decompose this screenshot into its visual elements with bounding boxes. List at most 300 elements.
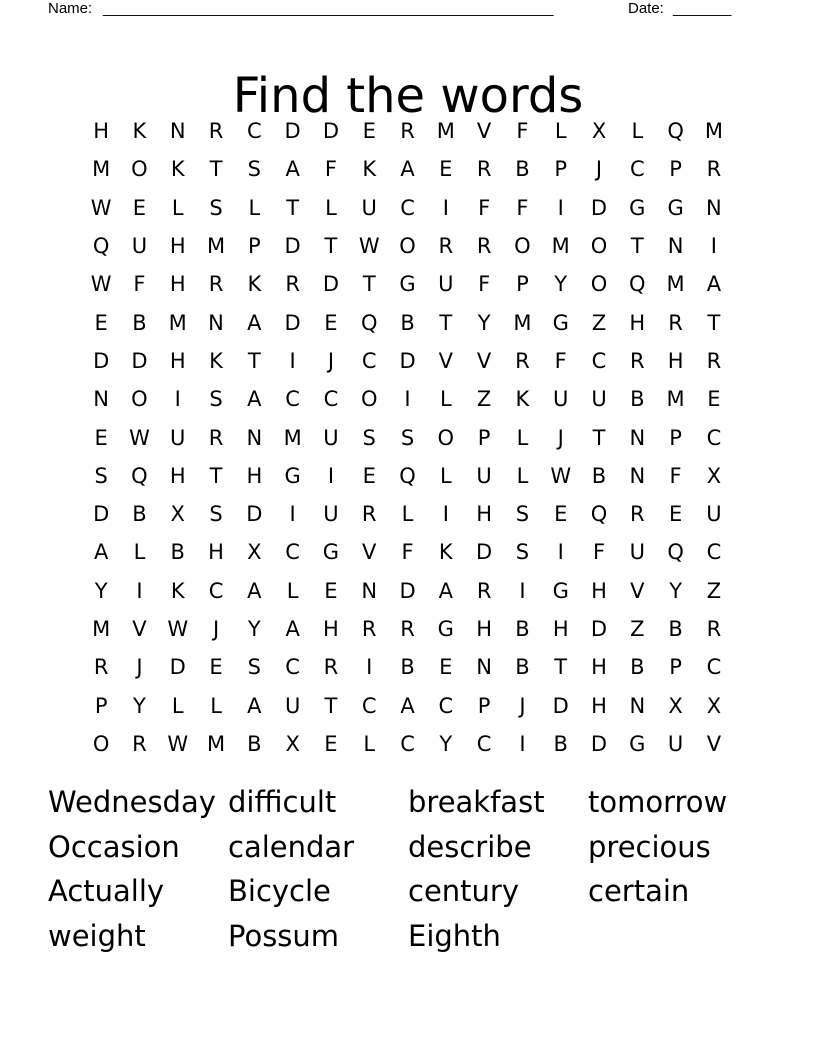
grid-cell: J (327, 348, 335, 373)
grid-cell: T (286, 195, 300, 220)
grid-cell: O (131, 157, 148, 182)
grid-cell: F (516, 195, 529, 220)
grid-cell: Z (630, 617, 645, 641)
grid-cell: H (591, 693, 607, 718)
grid-cell: C (591, 348, 607, 373)
grid-cell: D (322, 119, 340, 144)
grid-cell: B (400, 310, 415, 335)
grid-cell: C (208, 578, 224, 603)
grid-cell: C (706, 540, 722, 565)
grid-cell: R (208, 272, 224, 297)
grid-cell: L (210, 693, 222, 718)
grid-cell: N (361, 578, 378, 603)
grid-cell: O (590, 234, 608, 259)
grid-cell: L (554, 119, 567, 144)
grid-cell: T (439, 310, 453, 335)
grid-cell: E (362, 463, 376, 488)
grid-cell: I (442, 195, 449, 220)
grid-cell: C (247, 119, 262, 144)
grid-cell: P (477, 425, 491, 450)
grid-cell: L (171, 195, 184, 220)
grid-cell: W (167, 617, 189, 641)
grid-cell: H (169, 463, 186, 488)
grid-cell: U (323, 502, 339, 527)
grid-cell: Q (131, 463, 148, 488)
word-list-item: Actually (48, 874, 165, 908)
grid-cell: G (284, 463, 301, 488)
grid-cell: P (669, 157, 682, 182)
grid-cell: W (90, 272, 112, 297)
grid-cell: V (132, 617, 147, 641)
grid-cell: G (667, 195, 684, 220)
grid-cell: A (247, 310, 262, 335)
grid-cell: X (170, 502, 185, 527)
grid-cell: P (516, 272, 529, 297)
grid-cell: N (629, 463, 646, 488)
grid-cell: Y (554, 272, 568, 297)
grid-cell: M (513, 310, 532, 335)
grid-cell: C (361, 693, 377, 718)
grid-cell: D (284, 119, 301, 144)
grid-cell: N (706, 195, 722, 220)
grid-cell: E (362, 119, 376, 144)
grid-cell: N (476, 655, 492, 680)
grid-cell: U (323, 425, 339, 450)
grid-cell: F (324, 157, 337, 182)
grid-cell: M (666, 272, 685, 297)
word-list-item: Wednesday (48, 785, 216, 819)
letter-grid (82, 112, 733, 763)
word-list-item: Eighth (408, 918, 501, 953)
grid-cell: L (248, 195, 261, 220)
grid-cell: T (592, 425, 606, 450)
grid-cell: Y (133, 693, 146, 718)
grid-cell: N (93, 387, 109, 412)
grid-cell: L (516, 425, 529, 450)
grid-cell: W (129, 425, 150, 450)
grid-cell: C (438, 693, 454, 718)
grid-cell: H (323, 617, 339, 641)
grid-cell: D (284, 234, 301, 259)
grid-cell: I (289, 348, 296, 373)
grid-cell: B (247, 731, 262, 756)
grid-cell: N (246, 425, 263, 450)
grid-cell: C (400, 195, 415, 220)
grid-cell: L (325, 195, 337, 220)
grid-cell: M (92, 157, 111, 182)
grid-cell: E (132, 195, 147, 220)
grid-cell: V (362, 540, 377, 565)
grid-cell: S (247, 655, 261, 680)
grid-cell: Y (669, 578, 683, 603)
grid-cell: L (439, 463, 452, 488)
grid-cell: X (668, 693, 683, 718)
grid-cell: F (516, 119, 529, 144)
grid-cell: I (442, 502, 449, 527)
grid-cell: B (668, 617, 683, 641)
grid-cell: B (132, 502, 147, 527)
word-list-item: precious (588, 829, 711, 864)
grid-cell: X (247, 540, 262, 565)
grid-cell: C (285, 387, 300, 412)
grid-cell: H (246, 463, 263, 488)
grid-cell: H (476, 617, 493, 641)
grid-cell: D (131, 348, 148, 373)
grid-cell: K (170, 578, 185, 603)
grid-cell: X (706, 463, 722, 488)
grid-cell: N (629, 693, 646, 718)
grid-cell: L (171, 693, 184, 718)
grid-cell: D (322, 272, 340, 297)
grid-cell: F (669, 463, 682, 488)
grid-cell: J (595, 157, 603, 182)
grid-cell: J (519, 693, 526, 718)
grid-cell: S (209, 502, 223, 527)
grid-cell: P (248, 234, 261, 259)
grid-cell: K (132, 119, 147, 144)
grid-cell: I (519, 578, 526, 603)
grid-cell: B (515, 617, 530, 641)
grid-cell: K (362, 157, 377, 182)
grid-cell: R (668, 310, 683, 335)
grid-cell: M (92, 617, 111, 641)
grid-cell: U (667, 731, 684, 756)
grid-cell: S (400, 425, 415, 450)
grid-cell: D (552, 693, 569, 718)
grid-cell: B (170, 540, 185, 565)
grid-cell: D (399, 348, 416, 373)
grid-cell: O (514, 234, 531, 259)
word-list-item: Occasion (48, 829, 180, 864)
grid-cell: G (552, 310, 569, 335)
grid-cell: M (666, 387, 685, 412)
grid-cell: A (247, 387, 262, 412)
grid-cell: H (667, 348, 684, 373)
grid-cell: G (629, 731, 646, 756)
grid-cell: J (136, 655, 143, 680)
word-list-item: century (408, 874, 520, 908)
grid-cell: U (438, 272, 454, 297)
grid-cell: V (706, 731, 722, 756)
word-list-item: difficult (228, 785, 337, 819)
grid-cell: Y (94, 578, 108, 603)
grid-cell: E (94, 310, 108, 335)
date-label: Date: (628, 0, 664, 17)
grid-cell: M (704, 119, 723, 144)
grid-cell: G (552, 578, 569, 603)
word-list-item: certain (588, 874, 690, 908)
grid-cell: B (591, 463, 607, 488)
grid-cell: S (515, 540, 530, 565)
grid-cell: P (94, 693, 108, 718)
grid-cell: G (629, 195, 646, 220)
word-list-item: calendar (228, 829, 355, 864)
grid-cell: Y (247, 617, 261, 641)
grid-cell: M (436, 119, 455, 144)
grid-cell: W (167, 731, 189, 756)
grid-cell: O (92, 731, 110, 756)
grid-cell: U (361, 195, 377, 220)
grid-cell: S (209, 195, 223, 220)
name-label: Name: (48, 0, 93, 17)
grid-cell: Y (439, 731, 453, 756)
grid-cell: E (324, 731, 338, 756)
grid-cell: R (285, 272, 300, 297)
grid-cell: S (247, 157, 261, 182)
grid-cell: O (590, 272, 608, 297)
grid-cell: R (630, 348, 645, 373)
grid-cell: R (323, 655, 339, 680)
grid-cell: L (516, 463, 529, 488)
grid-cell: B (515, 655, 530, 680)
grid-cell: O (360, 387, 378, 412)
grid-cell: M (168, 310, 187, 335)
grid-cell: O (131, 387, 148, 412)
grid-cell: L (133, 540, 146, 565)
grid-cell: J (212, 617, 220, 641)
grid-cell: A (400, 157, 415, 182)
grid-cell: H (591, 655, 607, 680)
word-list-item: weight (48, 918, 146, 953)
grid-cell: P (554, 157, 568, 182)
grid-cell: E (324, 310, 338, 335)
grid-cell: G (322, 540, 340, 565)
grid-cell: E (439, 157, 453, 182)
grid-cell: U (553, 387, 569, 412)
grid-cell: U (706, 502, 722, 527)
grid-cell: T (209, 157, 223, 182)
grid-cell: W (90, 195, 112, 220)
grid-cell: D (169, 655, 186, 680)
grid-cell: T (247, 348, 261, 373)
grid-cell: L (631, 119, 644, 144)
grid-cell: Q (360, 310, 378, 335)
grid-cell: C (285, 655, 300, 680)
grid-cell: A (247, 578, 262, 603)
grid-cell: S (209, 387, 223, 412)
grid-cell: C (323, 387, 339, 412)
grid-cell: T (630, 234, 644, 259)
grid-cell: D (476, 540, 493, 565)
grid-cell: A (438, 578, 453, 603)
grid-cell: R (706, 157, 722, 182)
grid-cell: U (284, 693, 301, 718)
grid-cell: H (476, 502, 493, 527)
grid-cell: U (476, 463, 492, 488)
word-list-item: tomorrow (588, 785, 728, 819)
word-list-item: Bicycle (228, 874, 331, 908)
grid-cell: I (710, 234, 717, 259)
grid-cell: I (366, 655, 373, 680)
grid-cell: D (590, 731, 608, 756)
grid-cell: E (209, 655, 223, 680)
grid-cell: I (174, 387, 181, 412)
grid-cell: T (554, 655, 568, 680)
grid-cell: B (553, 731, 568, 756)
grid-cell: R (361, 617, 377, 641)
grid-cell: A (706, 272, 722, 297)
grid-cell: C (361, 348, 377, 373)
grid-cell: Q (92, 234, 110, 259)
date-blank: _______ (673, 0, 732, 17)
grid-cell: U (591, 387, 607, 412)
grid-cell: E (554, 502, 568, 527)
grid-cell: R (630, 502, 645, 527)
grid-cell: X (706, 693, 722, 718)
grid-cell: F (554, 348, 567, 373)
grid-cell: Y (477, 310, 491, 335)
grid-cell: T (362, 272, 376, 297)
grid-cell: A (285, 157, 300, 182)
grid-cell: R (438, 234, 454, 259)
grid-cell: I (404, 387, 411, 412)
grid-cell: E (324, 578, 338, 603)
grid-cell: S (515, 502, 530, 527)
grid-cell: F (478, 272, 491, 297)
word-list-item: Possum (228, 918, 340, 953)
grid-cell: D (399, 578, 416, 603)
header-fields (48, 0, 748, 20)
grid-cell: D (93, 502, 110, 527)
grid-cell: W (358, 234, 380, 259)
grid-cell: E (668, 502, 683, 527)
grid-cell: O (437, 425, 455, 450)
grid-cell: H (169, 348, 186, 373)
grid-cell: E (707, 387, 721, 412)
grid-cell: I (327, 463, 335, 488)
grid-cell: Q (667, 540, 684, 565)
grid-cell: R (208, 119, 224, 144)
grid-cell: H (93, 119, 110, 144)
grid-cell: N (629, 425, 646, 450)
grid-cell: G (437, 617, 454, 641)
grid-cell: G (399, 272, 416, 297)
grid-cell: M (206, 731, 226, 756)
grid-cell: K (515, 387, 530, 412)
grid-cell: V (438, 348, 453, 373)
grid-cell: H (208, 540, 224, 565)
grid-cell: V (630, 578, 645, 603)
grid-cell: C (400, 731, 415, 756)
grid-cell: H (169, 272, 186, 297)
grid-cell: R (361, 502, 377, 527)
grid-cell: D (246, 502, 263, 527)
grid-cell: K (247, 272, 262, 297)
grid-cell: A (400, 693, 415, 718)
grid-cell: U (131, 234, 148, 259)
grid-cell: Q (629, 272, 646, 297)
grid-cell: R (706, 348, 722, 373)
grid-cell: T (209, 463, 223, 488)
grid-cell: C (706, 425, 722, 450)
grid-cell: C (629, 157, 645, 182)
grid-cell: C (285, 540, 300, 565)
grid-cell: F (133, 272, 146, 297)
grid-cell: S (94, 463, 108, 488)
grid-cell: L (286, 578, 299, 603)
grid-cell: Z (591, 310, 607, 335)
grid-cell: F (478, 195, 491, 220)
grid-cell: F (401, 540, 414, 565)
grid-cell: A (247, 693, 262, 718)
grid-cell: Q (590, 502, 608, 527)
grid-cell: I (557, 195, 564, 220)
grid-cell: Q (399, 463, 416, 488)
grid-cell: I (136, 578, 143, 603)
grid-cell: X (285, 731, 300, 756)
word-list-item: breakfast (408, 785, 545, 819)
grid-cell: R (476, 234, 492, 259)
grid-cell: R (476, 578, 492, 603)
grid-cell: I (289, 502, 296, 527)
grid-cell: V (476, 348, 492, 373)
grid-cell: A (285, 617, 300, 641)
grid-cell: N (208, 310, 224, 335)
grid-cell: R (93, 655, 109, 680)
grid-cell: X (591, 119, 607, 144)
grid-cell: E (439, 655, 453, 680)
grid-cell: K (170, 157, 185, 182)
grid-cell: W (550, 463, 572, 488)
grid-cell: M (206, 234, 226, 259)
grid-cell: L (439, 387, 452, 412)
grid-cell: U (170, 425, 186, 450)
grid-cell: D (284, 310, 301, 335)
grid-cell: P (477, 693, 491, 718)
grid-cell: B (630, 387, 645, 412)
grid-cell: K (438, 540, 453, 565)
grid-cell: C (706, 655, 722, 680)
grid-cell: T (324, 234, 338, 259)
grid-cell: T (707, 310, 721, 335)
grid-cell: R (515, 348, 530, 373)
grid-cell: R (132, 731, 147, 756)
grid-cell: D (93, 348, 110, 373)
grid-cell: B (400, 655, 415, 680)
grid-cell: L (401, 502, 414, 527)
grid-cell: O (399, 234, 416, 259)
grid-cell: H (629, 310, 646, 335)
grid-cell: D (590, 617, 608, 641)
grid-cell: J (557, 425, 564, 450)
page-title: Find the words (232, 68, 584, 125)
grid-cell: B (515, 157, 530, 182)
grid-cell: I (519, 731, 526, 756)
grid-cell: P (669, 425, 682, 450)
grid-cell: Z (706, 578, 722, 603)
grid-cell: R (706, 617, 722, 641)
grid-cell: R (400, 617, 415, 641)
word-list-item: describe (408, 829, 532, 864)
grid-cell: B (630, 655, 645, 680)
grid-cell: N (169, 119, 186, 144)
grid-cell: L (363, 731, 376, 756)
grid-cell: C (476, 731, 492, 756)
grid-cell: K (209, 348, 223, 373)
grid-cell: H (552, 617, 569, 641)
grid-cell: E (94, 425, 108, 450)
grid-cell: P (669, 655, 682, 680)
grid-cell: F (592, 540, 606, 565)
grid-cell: H (169, 234, 186, 259)
grid-cell: U (629, 540, 645, 565)
grid-cell: V (476, 119, 492, 144)
grid-cell: M (283, 425, 302, 450)
word-list (48, 780, 768, 958)
grid-cell: R (476, 157, 492, 182)
grid-cell: B (132, 310, 147, 335)
grid-cell: D (590, 195, 608, 220)
